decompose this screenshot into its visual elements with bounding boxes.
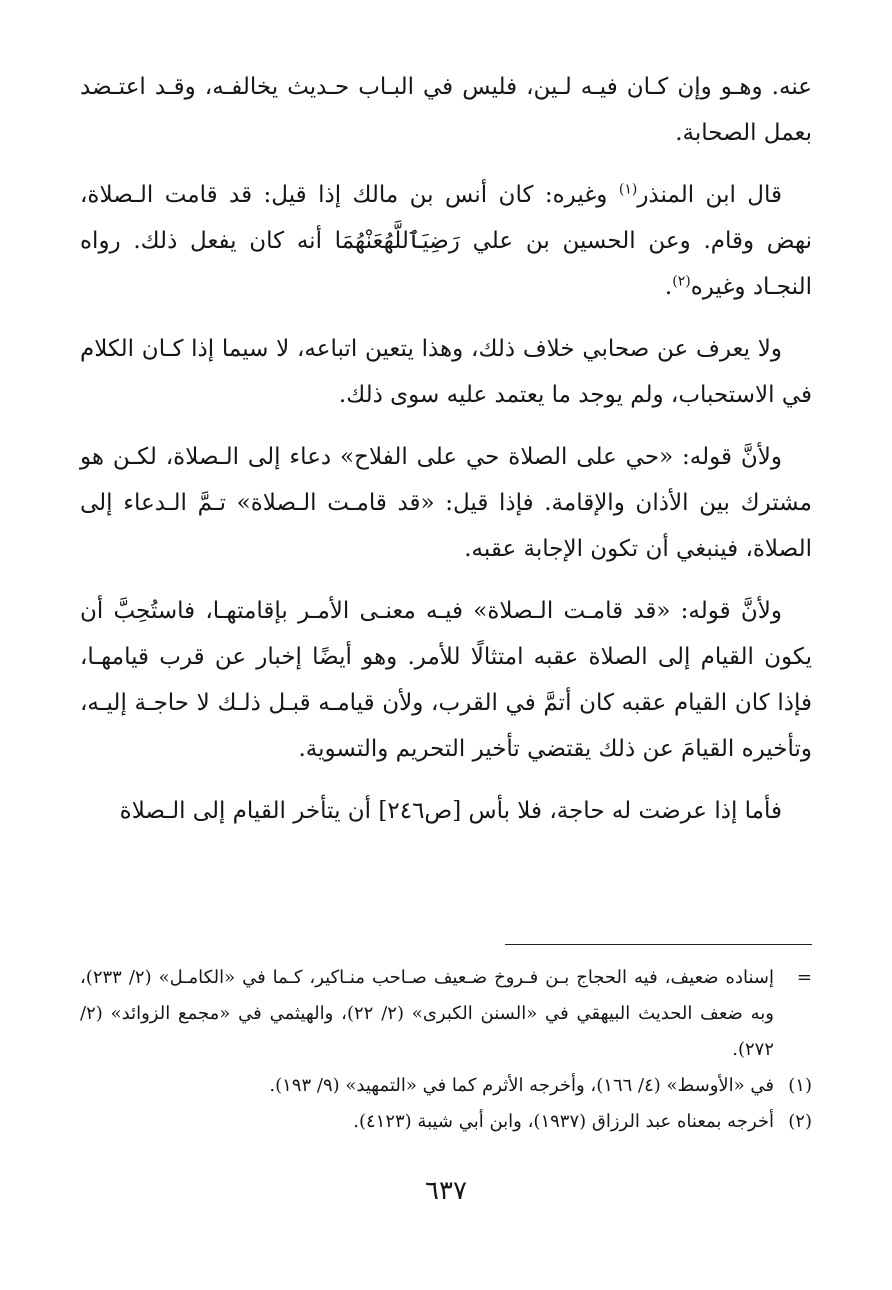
paragraph-2-text-middle: وغيره: كان أنس بن مالك إذا قيل: قد قامت الـصلاة، نهض وقام. وعن الحسين بن علي رَضِيَٱللَّهُعَنْهُمَا أنه كان يفعل ذلك. رواه النجـاد وغيره xyxy=(80,182,812,300)
paragraph-5: ولأنَّ قوله: «قد قامـت الـصلاة» فيـه معنـى الأمـر بإقامتهـا، فاستُحِبَّ أن يكون القيام إلى الصلاة عقبه امتثالًا للأمر. وهو أيضًا إخبار عن قرب قيامهـا، فإذا كان القيام عقبه كان أتمَّ في القرب، ولأن قيامـه قبـل ذلـك لا حاجـة إليـه، وتأخيره القيامَ عن ذلك يقتضي تأخير التحريم والتسوية. xyxy=(80,598,812,762)
paragraph-2-text-start: قال ابن المنذر xyxy=(637,182,782,208)
footnote-ref-1[interactable]: (١) xyxy=(618,181,638,198)
page-number: ٦٣٧ xyxy=(425,1176,467,1206)
footnote-1 xyxy=(80,1068,812,1104)
paragraph-2-text-end: . xyxy=(664,274,673,300)
paragraph-3: ولا يعرف عن صحابي خلاف ذلك، وهذا يتعين اتباعه، لا سيما إذا كـان الكلام في الاستحباب، ولم يوجد ما يعتمد عليه سوى ذلك. xyxy=(80,336,812,408)
footnote-2 xyxy=(80,1104,812,1140)
footnote-marker: = xyxy=(796,967,812,988)
footnote-text: أخرجه بمعناه عبد الرزاق (١٩٣٧)، وابن أبي شيبة (٤١٢٣). xyxy=(353,1111,774,1132)
footnote-marker: (١) xyxy=(788,1075,812,1096)
footnotes-section xyxy=(80,960,812,1140)
main-text-body xyxy=(80,64,812,850)
footnote-divider xyxy=(505,944,812,945)
paragraph-2 xyxy=(80,172,812,310)
footnote-marker: (٢) xyxy=(788,1111,812,1132)
footnote-continuation xyxy=(80,960,812,1068)
footnote-ref-2[interactable]: (٢) xyxy=(672,273,691,290)
paragraph-1: عنه. وهـو وإن كـان فيـه لـين، فليس في البـاب حـديث يخالفـه، وقـد اعتـضد بعمل الصحابة. xyxy=(80,74,812,146)
paragraph-4: ولأنَّ قوله: «حي على الصلاة حي على الفلاح» دعاء إلى الـصلاة، لكـن هو مشترك بين الأذان والإقامة. فإذا قيل: «قد قامـت الـصلاة» تـمَّ الـدعاء إلى الصلاة، فينبغي أن تكون الإجابة عقبه. xyxy=(80,444,812,562)
paragraph-6: فأما إذا عرضت له حاجة، فلا بأس [ص٢٤٦] أن يتأخر القيام إلى الـصلاة xyxy=(119,798,782,824)
footnote-text: إسناده ضعيف، فيه الحجاج بـن فـروخ ضـعيف صـاحب منـاكير، كـما في «الكامـل» (٢/ ٢٣٣)، وبه ضعف الحديث البيهقي في «السنن الكبرى» (٢/ ٢٢)، والهيثمي في «مجمع الزوائد» (٢/ ٢٧٢). xyxy=(80,967,774,1060)
footnote-text: في «الأوسط» (٤/ ١٦٦)، وأخرجه الأثرم كما في «التمهيد» (٩/ ١٩٣). xyxy=(269,1075,774,1096)
